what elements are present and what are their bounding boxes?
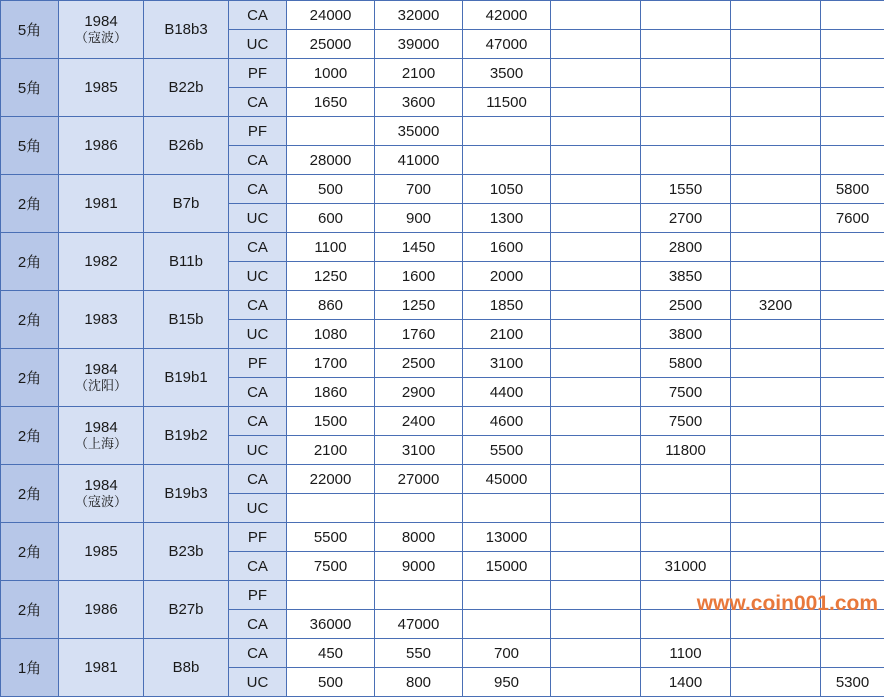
table-row	[1, 465, 884, 494]
cell-price	[641, 146, 731, 175]
cell-price: 27000	[375, 465, 463, 494]
cell-grade: PF	[229, 59, 287, 88]
cell-price	[641, 1, 731, 30]
cell-grade: PF	[229, 581, 287, 610]
cell-price: 47000	[463, 30, 551, 59]
cell-price: 1100	[641, 639, 731, 668]
cell-price: 5800	[641, 349, 731, 378]
year-main: 1984	[84, 419, 117, 436]
cell-grade: PF	[229, 523, 287, 552]
table-row	[1, 175, 884, 204]
cell-grade: CA	[229, 1, 287, 30]
cell-price	[641, 523, 731, 552]
table-row	[1, 1, 884, 30]
cell-price	[731, 610, 821, 639]
cell-price: 860	[287, 291, 375, 320]
cell-price: 39000	[375, 30, 463, 59]
cell-price	[731, 552, 821, 581]
cell-year	[59, 291, 144, 349]
cell-price: 1650	[287, 88, 375, 117]
cell-price: 11500	[463, 88, 551, 117]
cell-denomination: 5角	[1, 117, 59, 175]
cell-price: 28000	[287, 146, 375, 175]
cell-price: 1500	[287, 407, 375, 436]
cell-grade: UC	[229, 436, 287, 465]
cell-price	[287, 581, 375, 610]
year-main: 1981	[84, 659, 117, 676]
cell-price: 2500	[375, 349, 463, 378]
cell-price	[551, 1, 641, 30]
cell-price	[821, 523, 884, 552]
cell-price	[287, 494, 375, 523]
cell-price: 800	[375, 668, 463, 697]
cell-price: 41000	[375, 146, 463, 175]
cell-price	[731, 59, 821, 88]
table-row	[1, 407, 884, 436]
cell-year	[59, 59, 144, 117]
cell-price: 3200	[731, 291, 821, 320]
cell-price: 2400	[375, 407, 463, 436]
cell-price	[463, 581, 551, 610]
cell-price: 450	[287, 639, 375, 668]
cell-price	[821, 465, 884, 494]
cell-grade: UC	[229, 320, 287, 349]
year-main: 1982	[84, 253, 117, 270]
cell-year	[59, 581, 144, 639]
cell-price	[731, 465, 821, 494]
cell-price: 950	[463, 668, 551, 697]
table-row	[1, 581, 884, 610]
cell-grade: PF	[229, 117, 287, 146]
cell-code: B11b	[144, 233, 229, 291]
cell-code: B26b	[144, 117, 229, 175]
cell-price	[731, 146, 821, 175]
cell-price	[731, 581, 821, 610]
cell-price: 22000	[287, 465, 375, 494]
cell-grade: CA	[229, 233, 287, 262]
cell-denomination: 2角	[1, 465, 59, 523]
cell-code: B19b1	[144, 349, 229, 407]
cell-grade: CA	[229, 610, 287, 639]
cell-grade: PF	[229, 349, 287, 378]
cell-price	[551, 59, 641, 88]
cell-denomination: 5角	[1, 1, 59, 59]
cell-code: B18b3	[144, 1, 229, 59]
cell-denomination: 5角	[1, 59, 59, 117]
cell-price: 1080	[287, 320, 375, 349]
table-body	[1, 1, 884, 697]
cell-code: B22b	[144, 59, 229, 117]
cell-price	[463, 146, 551, 175]
cell-price: 1000	[287, 59, 375, 88]
cell-price: 1700	[287, 349, 375, 378]
cell-price: 7500	[641, 407, 731, 436]
cell-price	[463, 117, 551, 146]
cell-price: 7600	[821, 204, 884, 233]
cell-price: 4600	[463, 407, 551, 436]
cell-price	[551, 610, 641, 639]
cell-price	[551, 523, 641, 552]
cell-price	[551, 30, 641, 59]
cell-price: 1250	[375, 291, 463, 320]
cell-price: 5500	[463, 436, 551, 465]
cell-price: 500	[287, 175, 375, 204]
cell-price: 550	[375, 639, 463, 668]
cell-price: 1450	[375, 233, 463, 262]
cell-price: 4400	[463, 378, 551, 407]
cell-code: B15b	[144, 291, 229, 349]
cell-code: B19b3	[144, 465, 229, 523]
cell-price: 25000	[287, 30, 375, 59]
cell-price: 32000	[375, 1, 463, 30]
year-sub: （寇波）	[61, 31, 141, 46]
cell-price: 700	[463, 639, 551, 668]
cell-price	[731, 407, 821, 436]
cell-price: 24000	[287, 1, 375, 30]
cell-grade: CA	[229, 639, 287, 668]
cell-year	[59, 117, 144, 175]
cell-price	[821, 233, 884, 262]
cell-price	[551, 668, 641, 697]
cell-price	[551, 262, 641, 291]
cell-price	[821, 146, 884, 175]
cell-price	[821, 320, 884, 349]
cell-price	[551, 436, 641, 465]
cell-price: 9000	[375, 552, 463, 581]
cell-price	[551, 639, 641, 668]
cell-price: 8000	[375, 523, 463, 552]
cell-year	[59, 465, 144, 523]
year-main: 1985	[84, 543, 117, 560]
cell-price	[641, 59, 731, 88]
cell-price	[731, 639, 821, 668]
cell-price	[731, 204, 821, 233]
cell-price	[641, 30, 731, 59]
cell-price	[551, 349, 641, 378]
cell-price: 13000	[463, 523, 551, 552]
cell-year	[59, 407, 144, 465]
cell-price	[641, 88, 731, 117]
cell-price	[731, 436, 821, 465]
cell-price	[641, 117, 731, 146]
cell-price	[821, 30, 884, 59]
cell-code: B23b	[144, 523, 229, 581]
cell-price	[731, 117, 821, 146]
cell-price	[731, 668, 821, 697]
cell-grade: CA	[229, 407, 287, 436]
table-row	[1, 233, 884, 262]
year-main: 1986	[84, 601, 117, 618]
cell-grade: CA	[229, 146, 287, 175]
cell-price: 1250	[287, 262, 375, 291]
cell-price	[375, 581, 463, 610]
cell-price	[287, 117, 375, 146]
cell-price: 500	[287, 668, 375, 697]
cell-price	[731, 523, 821, 552]
year-main: 1983	[84, 311, 117, 328]
cell-price	[821, 436, 884, 465]
cell-price	[821, 291, 884, 320]
cell-price: 1100	[287, 233, 375, 262]
cell-price	[463, 610, 551, 639]
cell-code: B8b	[144, 639, 229, 697]
cell-price	[821, 88, 884, 117]
cell-price: 2700	[641, 204, 731, 233]
cell-price	[731, 1, 821, 30]
cell-price	[551, 204, 641, 233]
year-main: 1984	[84, 361, 117, 378]
cell-year	[59, 1, 144, 59]
cell-year	[59, 523, 144, 581]
cell-price	[731, 320, 821, 349]
year-main: 1984	[84, 477, 117, 494]
cell-price	[821, 494, 884, 523]
cell-denomination: 2角	[1, 175, 59, 233]
cell-denomination: 2角	[1, 407, 59, 465]
cell-price: 3100	[463, 349, 551, 378]
cell-price	[641, 494, 731, 523]
cell-price	[551, 175, 641, 204]
table-row	[1, 59, 884, 88]
cell-price	[821, 117, 884, 146]
year-sub: （沈阳）	[61, 379, 141, 394]
cell-price	[641, 465, 731, 494]
cell-price: 15000	[463, 552, 551, 581]
cell-year	[59, 233, 144, 291]
cell-price: 1400	[641, 668, 731, 697]
cell-price: 7500	[641, 378, 731, 407]
cell-price	[731, 88, 821, 117]
cell-price	[821, 262, 884, 291]
table-row	[1, 523, 884, 552]
cell-grade: UC	[229, 494, 287, 523]
year-main: 1984	[84, 13, 117, 30]
cell-price	[821, 552, 884, 581]
cell-price	[551, 88, 641, 117]
cell-grade: UC	[229, 204, 287, 233]
year-sub: （寇波）	[61, 495, 141, 510]
cell-grade: CA	[229, 378, 287, 407]
cell-price	[551, 494, 641, 523]
cell-price	[551, 233, 641, 262]
cell-price: 3850	[641, 262, 731, 291]
cell-price	[551, 581, 641, 610]
cell-price	[821, 378, 884, 407]
table-row	[1, 349, 884, 378]
cell-price: 1860	[287, 378, 375, 407]
cell-price: 2800	[641, 233, 731, 262]
cell-price	[731, 262, 821, 291]
cell-price: 3500	[463, 59, 551, 88]
cell-price: 2900	[375, 378, 463, 407]
cell-price: 2100	[463, 320, 551, 349]
cell-price	[551, 320, 641, 349]
year-sub: （上海）	[61, 437, 141, 452]
cell-price: 1760	[375, 320, 463, 349]
cell-price	[731, 175, 821, 204]
cell-code: B19b2	[144, 407, 229, 465]
cell-price	[821, 59, 884, 88]
cell-grade: CA	[229, 175, 287, 204]
cell-price: 1550	[641, 175, 731, 204]
cell-price: 5500	[287, 523, 375, 552]
table-row	[1, 639, 884, 668]
cell-price	[551, 407, 641, 436]
cell-price: 5800	[821, 175, 884, 204]
cell-price: 1300	[463, 204, 551, 233]
cell-price: 2100	[375, 59, 463, 88]
cell-price	[463, 494, 551, 523]
cell-price: 45000	[463, 465, 551, 494]
cell-price: 5300	[821, 668, 884, 697]
cell-price: 900	[375, 204, 463, 233]
cell-price	[821, 610, 884, 639]
cell-price	[641, 581, 731, 610]
cell-code: B27b	[144, 581, 229, 639]
cell-price: 1600	[375, 262, 463, 291]
cell-code: B7b	[144, 175, 229, 233]
cell-year	[59, 639, 144, 697]
cell-price: 1050	[463, 175, 551, 204]
cell-price	[641, 610, 731, 639]
cell-grade: CA	[229, 291, 287, 320]
year-main: 1986	[84, 137, 117, 154]
cell-price	[821, 581, 884, 610]
cell-price	[375, 494, 463, 523]
cell-year	[59, 349, 144, 407]
cell-price: 31000	[641, 552, 731, 581]
watermark: www.coin001.com	[697, 592, 878, 616]
cell-denomination: 2角	[1, 349, 59, 407]
cell-price: 600	[287, 204, 375, 233]
cell-price	[731, 494, 821, 523]
year-main: 1981	[84, 195, 117, 212]
cell-price	[551, 117, 641, 146]
cell-price	[731, 349, 821, 378]
cell-price: 7500	[287, 552, 375, 581]
year-main: 1985	[84, 79, 117, 96]
cell-price: 35000	[375, 117, 463, 146]
cell-price: 42000	[463, 1, 551, 30]
cell-price: 36000	[287, 610, 375, 639]
cell-price: 3100	[375, 436, 463, 465]
cell-price: 1850	[463, 291, 551, 320]
cell-grade: CA	[229, 465, 287, 494]
cell-price: 2500	[641, 291, 731, 320]
cell-price	[731, 30, 821, 59]
cell-price: 3600	[375, 88, 463, 117]
cell-price: 2100	[287, 436, 375, 465]
table-row	[1, 117, 884, 146]
cell-price	[821, 407, 884, 436]
cell-price	[731, 378, 821, 407]
cell-price	[551, 378, 641, 407]
cell-price	[821, 349, 884, 378]
cell-denomination: 2角	[1, 233, 59, 291]
cell-grade: UC	[229, 262, 287, 291]
cell-price: 47000	[375, 610, 463, 639]
cell-denomination: 2角	[1, 581, 59, 639]
cell-year	[59, 175, 144, 233]
cell-price	[821, 1, 884, 30]
cell-grade: CA	[229, 552, 287, 581]
cell-price	[551, 465, 641, 494]
cell-denomination: 2角	[1, 523, 59, 581]
cell-price: 3800	[641, 320, 731, 349]
cell-grade: CA	[229, 88, 287, 117]
cell-price: 11800	[641, 436, 731, 465]
cell-grade: UC	[229, 668, 287, 697]
table-row	[1, 291, 884, 320]
cell-price	[551, 291, 641, 320]
cell-grade: UC	[229, 30, 287, 59]
cell-price	[821, 639, 884, 668]
cell-price: 700	[375, 175, 463, 204]
cell-price	[551, 552, 641, 581]
cell-price: 1600	[463, 233, 551, 262]
cell-denomination: 2角	[1, 291, 59, 349]
cell-denomination: 1角	[1, 639, 59, 697]
cell-price	[731, 233, 821, 262]
cell-price	[551, 146, 641, 175]
cell-price: 2000	[463, 262, 551, 291]
